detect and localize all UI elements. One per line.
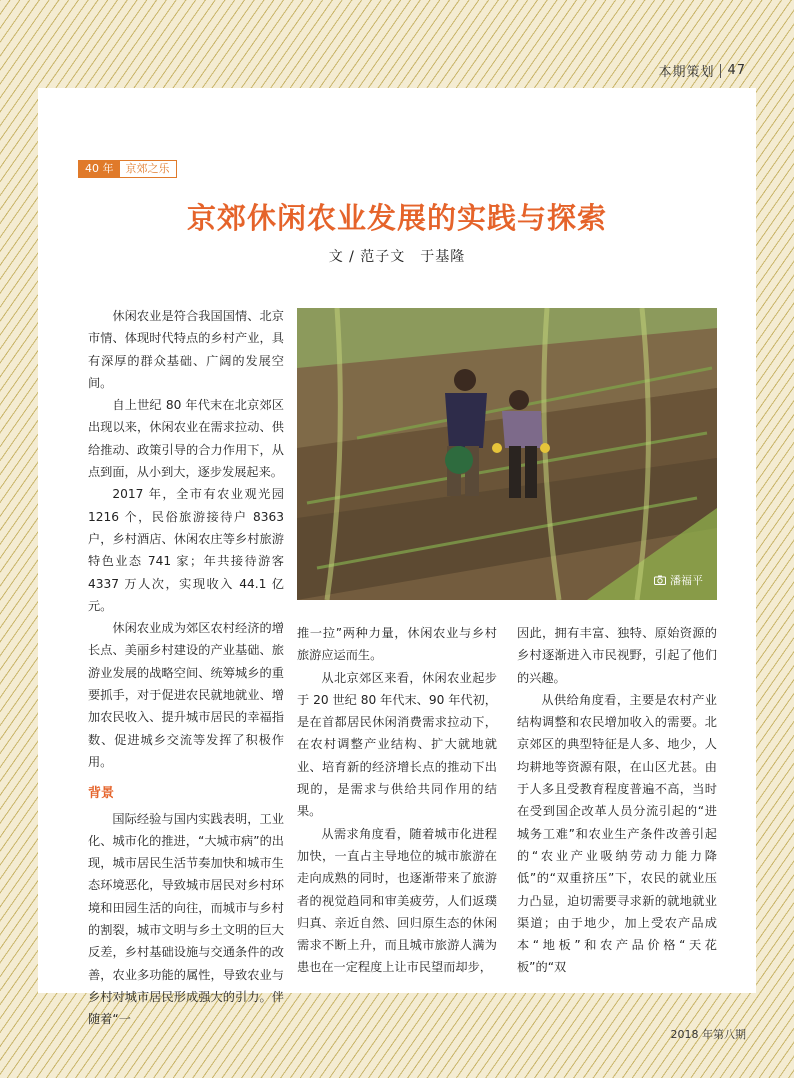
column-tag <box>78 160 177 178</box>
camera-icon <box>654 575 666 585</box>
paragraph: 推一拉”两种力量，休闲农业与乡村旅游应运而生。 <box>297 626 497 663</box>
running-header <box>658 61 746 80</box>
paragraph: 国际经验与国内实践表明，工业化、城市化的推进，“大城市病”的出现，城市居民生活节奏加快和城市生态环境恶化，导致城市居民对乡村环境和田园生活的向往，而城市与乡村的割裂，城市文明与乡土文明的巨大反差，乡村基础设施与交通条件的改善，农业多功能的属性，导致农业与乡村对城市居民形成强大的引力。伴随着“一 <box>88 811 284 1027</box>
paragraph: 从需求角度看，随着城市化进程加快，一直占主导地位的城市旅游在走向成熟的同时，也逐渐带来了旅游者的视觉趋同和审美疲劳，人们返璞归真、亲近自然、回归原生态的休闲需求不断上升，而且城市旅游人满为患也在一定程度上让市民望而却步， <box>297 826 497 975</box>
section-name: 本期策划 <box>658 65 715 80</box>
page-number: 47 <box>727 63 746 78</box>
paragraph: 从北京郊区来看，休闲农业起步于 20 世纪 80 年代末、90 年代初，是在首都居民休闲消费需求拉动下，在农村调整产业结构、扩大就地就业、培育新的经济增长点的推动下出现的，是需求与供给共同作用的结果。 <box>297 670 497 819</box>
photographer-name: 潘福平 <box>670 574 703 587</box>
section-heading-background: 背景 <box>88 786 115 802</box>
farm-scene-illustration <box>297 308 717 600</box>
article-byline: 文 / 范子文 于基隆 <box>328 249 466 265</box>
paragraph: 休闲农业成为郊区农村经济的增长点、美丽乡村建设的产业基础、旅游业发展的战略空间、统筹城乡的重要抓手，对于促进农民就地就业、增加农民收入、提升城市居民的幸福指数、促进城乡交流等发挥了积极作用。 <box>88 621 284 769</box>
paragraph: 自上世纪 80 年代末在北京郊区出现以来，休闲农业在需求拉动、供给推动、政策引导的合力作用下，从点到面，从小到大，逐步发展起来。 <box>88 398 284 480</box>
photo-credit <box>654 572 703 588</box>
paragraph: 2017 年，全市有农业观光园 1216 个，民俗旅游接待户 8363 户，乡村酒店、休闲农庄等乡村旅游特色业态 741 家；年共接待游客 4337 万人次，实现收入 44.1 亿元。 <box>88 487 284 613</box>
tag-column-name: 京郊之乐 <box>120 161 176 177</box>
text-column-2 <box>297 622 497 979</box>
article-photo <box>297 308 717 600</box>
tag-years: 40 年 <box>79 161 120 177</box>
paragraph: 从供给角度看，主要是农村产业结构调整和农民增加收入的需要。北京郊区的典型特征是人多、地少，人均耕地等资源有限，在山区尤甚。由于人多且受教育程度普遍不高，当时在受到国企改革人员分流引起的“进城务工难”和农业生产条件改善引起的“农业产业吸纳劳动力能力降低”的“双重挤压”下，农民的就业压力凸显，迫切需要寻求新的就地就业渠道；由于地少，加上受农产品成本“地板”和农产品价格“天花板”的“双 <box>517 692 717 975</box>
header-divider <box>720 64 721 78</box>
text-column-3 <box>517 622 717 979</box>
article-title: 京郊休闲农业发展的实践与探索 <box>186 201 607 235</box>
paragraph: 因此，拥有丰富、独特、原始资源的乡村逐渐进入市民视野，引起了他们的兴趣。 <box>517 626 717 685</box>
paragraph: 休闲农业是符合我国国情、北京市情、体现时代特点的乡村产业，具有深厚的群众基础、广阔的发展空间。 <box>88 309 284 390</box>
text-column-1 <box>88 305 284 1031</box>
issue-footer: 2018 年第八期 <box>670 1028 746 1041</box>
